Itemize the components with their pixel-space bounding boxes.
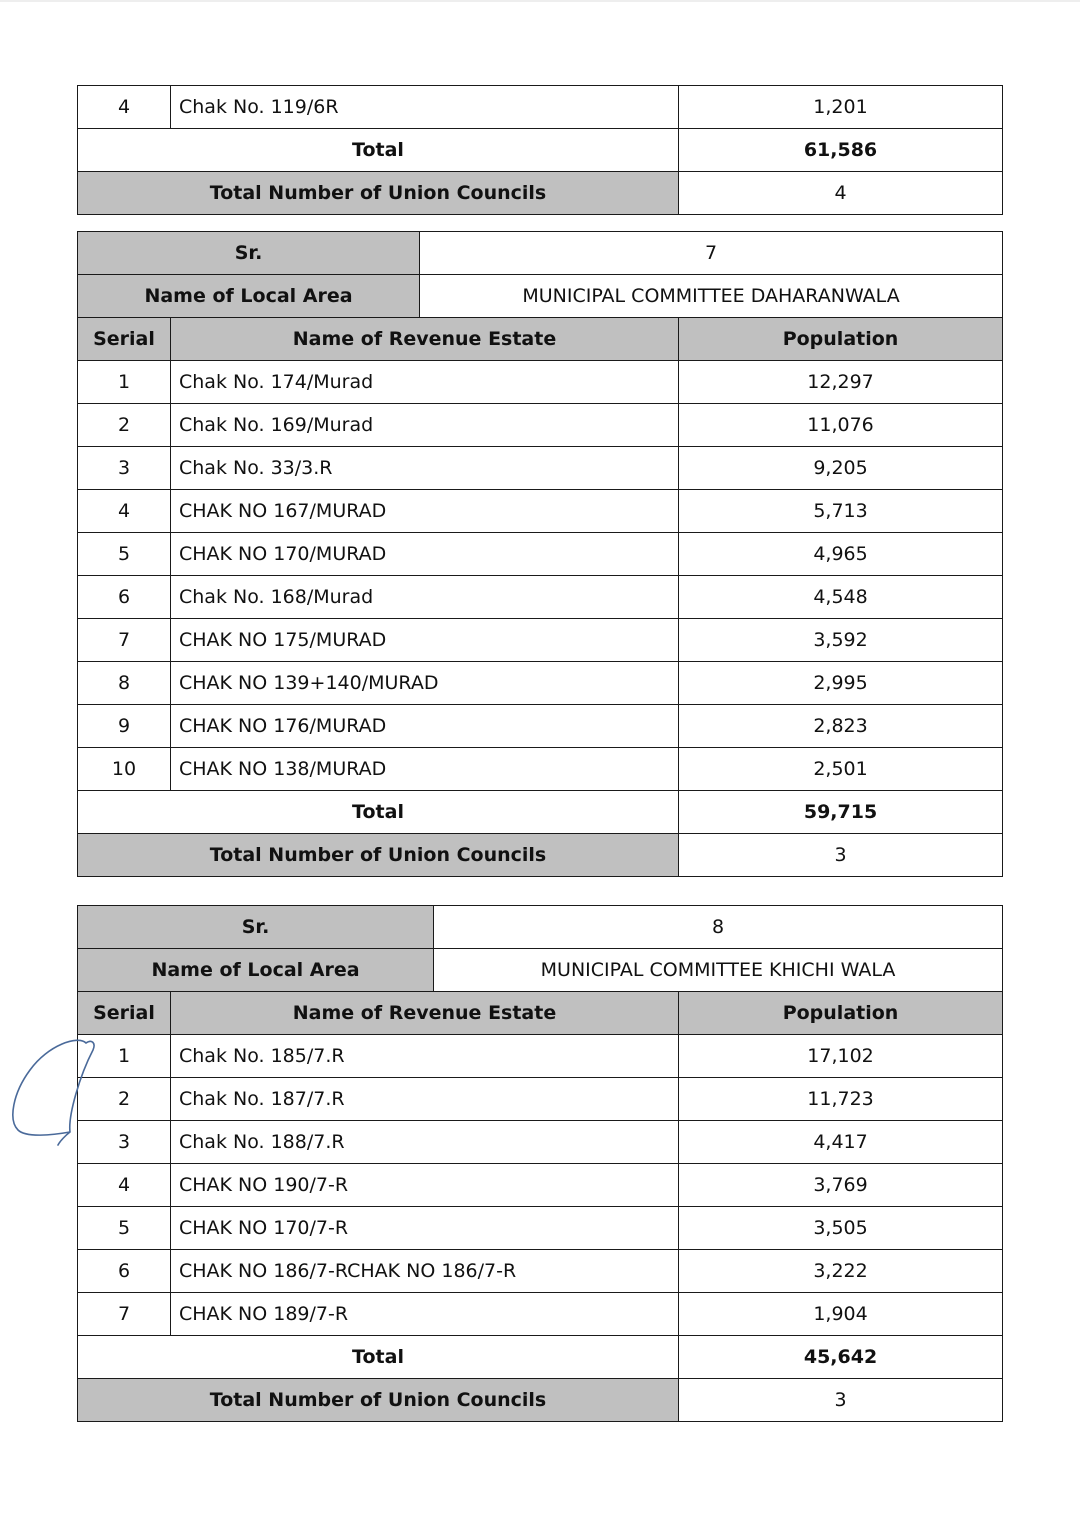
total-label: Total <box>78 129 679 172</box>
table-row <box>78 533 1003 576</box>
union-councils-value: 3 <box>679 1379 1003 1422</box>
estate-cell: CHAK NO 190/7-R <box>171 1164 679 1207</box>
population-cell: 11,723 <box>679 1078 1003 1121</box>
estate-cell: Chak No. 33/3.R <box>171 447 679 490</box>
serial-cell: 5 <box>78 533 171 576</box>
population-cell: 12,297 <box>679 361 1003 404</box>
estate-cell: CHAK NO 175/MURAD <box>171 619 679 662</box>
serial-cell: 3 <box>78 447 171 490</box>
table-row <box>78 490 1003 533</box>
column-header-population: Population <box>679 318 1003 361</box>
table-row <box>78 705 1003 748</box>
column-header-row <box>78 318 1003 361</box>
serial-cell: 1 <box>78 361 171 404</box>
union-councils-row <box>78 172 1003 215</box>
estate-cell: CHAK NO 139+140/MURAD <box>171 662 679 705</box>
union-councils-value: 4 <box>679 172 1003 215</box>
local-area-label: Name of Local Area <box>78 275 420 318</box>
serial-cell: 4 <box>78 490 171 533</box>
table-row <box>78 1250 1003 1293</box>
population-cell: 2,823 <box>679 705 1003 748</box>
column-header-serial: Serial <box>78 318 171 361</box>
estate-cell: Chak No. 188/7.R <box>171 1121 679 1164</box>
total-value: 61,586 <box>679 129 1003 172</box>
table-row <box>78 404 1003 447</box>
estate-cell: Chak No. 187/7.R <box>171 1078 679 1121</box>
serial-cell: 10 <box>78 748 171 791</box>
column-header-row <box>78 992 1003 1035</box>
total-value: 45,642 <box>679 1336 1003 1379</box>
population-cell: 3,592 <box>679 619 1003 662</box>
table-row <box>78 748 1003 791</box>
serial-cell: 2 <box>78 1078 171 1121</box>
local-area-value: MUNICIPAL COMMITTEE KHICHI WALA <box>434 949 1003 992</box>
estate-cell: CHAK NO 186/7-RCHAK NO 186/7-R <box>171 1250 679 1293</box>
table-row <box>78 86 1003 129</box>
population-cell: 3,769 <box>679 1164 1003 1207</box>
column-header-estate: Name of Revenue Estate <box>171 318 679 361</box>
estate-cell: Chak No. 169/Murad <box>171 404 679 447</box>
union-councils-row <box>78 834 1003 877</box>
page-top-edge <box>0 0 1080 2</box>
section-table-7 <box>77 231 1003 877</box>
serial-cell: 4 <box>78 86 171 129</box>
local-area-label: Name of Local Area <box>78 949 434 992</box>
population-cell: 4,548 <box>679 576 1003 619</box>
table-row <box>78 1035 1003 1078</box>
estate-cell: Chak No. 174/Murad <box>171 361 679 404</box>
union-councils-label: Total Number of Union Councils <box>78 172 679 215</box>
column-header-serial: Serial <box>78 992 171 1035</box>
population-cell: 1,201 <box>679 86 1003 129</box>
population-cell: 1,904 <box>679 1293 1003 1336</box>
serial-cell: 1 <box>78 1035 171 1078</box>
local-area-row <box>78 949 1003 992</box>
total-label: Total <box>78 1336 679 1379</box>
table-row <box>78 447 1003 490</box>
previous-section-table <box>77 85 1003 215</box>
population-cell: 17,102 <box>679 1035 1003 1078</box>
estate-cell: CHAK NO 138/MURAD <box>171 748 679 791</box>
sr-value: 8 <box>434 906 1003 949</box>
serial-cell: 5 <box>78 1207 171 1250</box>
total-label: Total <box>78 791 679 834</box>
table-row <box>78 662 1003 705</box>
serial-cell: 6 <box>78 1250 171 1293</box>
union-councils-value: 3 <box>679 834 1003 877</box>
section-table-8 <box>77 905 1003 1422</box>
population-cell: 3,505 <box>679 1207 1003 1250</box>
population-cell: 5,713 <box>679 490 1003 533</box>
population-cell: 3,222 <box>679 1250 1003 1293</box>
sr-row <box>78 906 1003 949</box>
union-councils-row <box>78 1379 1003 1422</box>
estate-cell: CHAK NO 170/MURAD <box>171 533 679 576</box>
sr-row <box>78 232 1003 275</box>
serial-cell: 8 <box>78 662 171 705</box>
union-councils-label: Total Number of Union Councils <box>78 834 679 877</box>
local-area-row <box>78 275 1003 318</box>
population-cell: 4,965 <box>679 533 1003 576</box>
population-cell: 9,205 <box>679 447 1003 490</box>
serial-cell: 4 <box>78 1164 171 1207</box>
population-cell: 4,417 <box>679 1121 1003 1164</box>
table-row <box>78 1078 1003 1121</box>
sr-label: Sr. <box>78 232 420 275</box>
population-cell: 11,076 <box>679 404 1003 447</box>
estate-cell: CHAK NO 170/7-R <box>171 1207 679 1250</box>
serial-cell: 3 <box>78 1121 171 1164</box>
table-row <box>78 1293 1003 1336</box>
total-row <box>78 1336 1003 1379</box>
total-row <box>78 791 1003 834</box>
handwritten-signature-icon <box>8 1035 98 1150</box>
estate-cell: CHAK NO 176/MURAD <box>171 705 679 748</box>
table-row <box>78 1207 1003 1250</box>
sr-value: 7 <box>420 232 1003 275</box>
table-row <box>78 1164 1003 1207</box>
union-councils-label: Total Number of Union Councils <box>78 1379 679 1422</box>
local-area-value: MUNICIPAL COMMITTEE DAHARANWALA <box>420 275 1003 318</box>
serial-cell: 9 <box>78 705 171 748</box>
population-cell: 2,995 <box>679 662 1003 705</box>
total-value: 59,715 <box>679 791 1003 834</box>
estate-cell: Chak No. 119/6R <box>171 86 679 129</box>
estate-cell: Chak No. 185/7.R <box>171 1035 679 1078</box>
population-cell: 2,501 <box>679 748 1003 791</box>
column-header-population: Population <box>679 992 1003 1035</box>
column-header-estate: Name of Revenue Estate <box>171 992 679 1035</box>
sr-label: Sr. <box>78 906 434 949</box>
estate-cell: CHAK NO 189/7-R <box>171 1293 679 1336</box>
table-row <box>78 576 1003 619</box>
serial-cell: 7 <box>78 1293 171 1336</box>
table-row <box>78 619 1003 662</box>
serial-cell: 6 <box>78 576 171 619</box>
serial-cell: 2 <box>78 404 171 447</box>
serial-cell: 7 <box>78 619 171 662</box>
total-row <box>78 129 1003 172</box>
estate-cell: CHAK NO 167/MURAD <box>171 490 679 533</box>
table-row <box>78 361 1003 404</box>
table-row <box>78 1121 1003 1164</box>
estate-cell: Chak No. 168/Murad <box>171 576 679 619</box>
